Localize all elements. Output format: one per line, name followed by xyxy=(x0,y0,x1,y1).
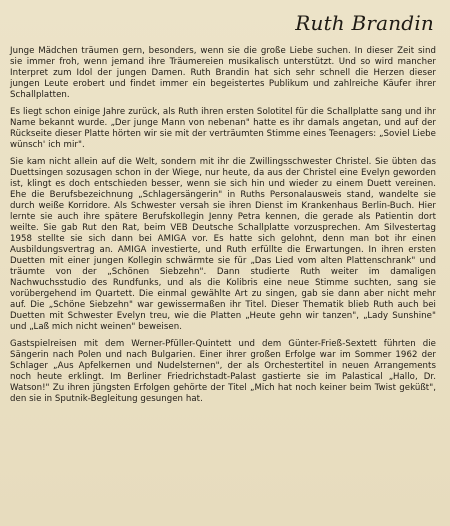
paragraph-first-solo: Es liegt schon einige Jahre zurück, als Ruth ihren ersten Solotitel für die Schallplatte sang und ihr Name bekannt wurde. „Der junge Mann von nebenan" hatte es ihr damals angetan, und auf der Rückseite dieser Platte hörten wir sie mit der verträumten Stimme eines Teenagers: „Soviel Liebe wünsch' ich mir". xyxy=(10,107,436,150)
paragraph-biography: Sie kam nicht allein auf die Welt, sondern mit ihr die Zwillingsschwester Christel. Sie übten das Duettsingen sozusagen schon in der Wiege, nur heute, da aus der Christel eine Evelyn geworden ist, klingt es doch entschieden besser, wenn sie sich hin und wieder zu einem Duett vereinen. Ehe die Berufsbezeichnung „Schlagersängerin" in Ruths Personalausweis stand, wandelte sie durch weiße Korridore. Als Schwester versah sie ihren Dienst im Krankenhaus Berlin-Buch. Hier lernte sie auch ihre spätere Berufskollegin Jenny Petra kennen, die gerade als Patientin dort weilte. Sie gab Rut den Rat, beim VEB Deutsche Schallplatte vorzusprechen. Am Silvestertag 1958 stellte sie sich dann bei AMIGA vor. Es hatte sich gelohnt, denn man bot ihr einen Ausbildungsvertrag an. AMIGA investierte, und Ruth erfüllte die Erwartungen. In ihren ersten Duetten mit einer jungen Kollegin schwärmte sie für „Das Lied vom alten Plattenschrank" und träumte von der „Schönen Siebzehn". Dann studierte Ruth weiter im damaligen Nachwuchsstudio des Rundfunks, und als die Kolibris eine neue Stimme suchten, sang sie vorübergehend im Quartett. Die einmal gewählte Art zu singen, gab sie dann aber nicht mehr auf. Die „Schöne Siebzehn" war gewissermaßen ihr Titel. Dieser Thematik blieb Ruth auch bei Duetten mit Schwester Evelyn treu, wie die Platten „Heute gehn wir tanzen", „Lady Sunshine" und „Laß mich nicht weinen" beweisen. xyxy=(10,157,436,332)
paragraph-intro: Junge Mädchen träumen gern, besonders, wenn sie die große Liebe suchen. In dieser Zeit sind sie immer froh, wenn jemand ihre Träumereien musikalisch unterstützt. Und so wird mancher Interpret zum Idol der jungen Damen. Ruth Brandin hat sich sehr schnell die Herzen dieser jungen Leute erobert und findet immer ein begeistertes Publikum und zahlreiche Käufer ihrer Schallplatten. xyxy=(10,46,436,100)
paragraph-tours: Gastspielreisen mit dem Werner-Pfüller-Quintett und dem Günter-Frieß-Sextett führten die Sängerin nach Polen und nach Bulgarien. Einer ihrer großen Erfolge war im Sommer 1962 der Schlager „Aus Apfelkernen und Nudelsternen", der als Orchestertitel in neuen Arrangements noch heute erklingt. Im Berliner Friedrichstadt-Palast gastierte sie im Palastical „Hallo, Dr. Watson!" Zu ihren jüngsten Erfolgen gehörte der Titel „Mich hat noch keiner beim Twist geküßt", den sie in Sputnik-Begleitung gesungen hat. xyxy=(10,339,436,404)
page-title: Ruth Brandin xyxy=(295,11,434,35)
